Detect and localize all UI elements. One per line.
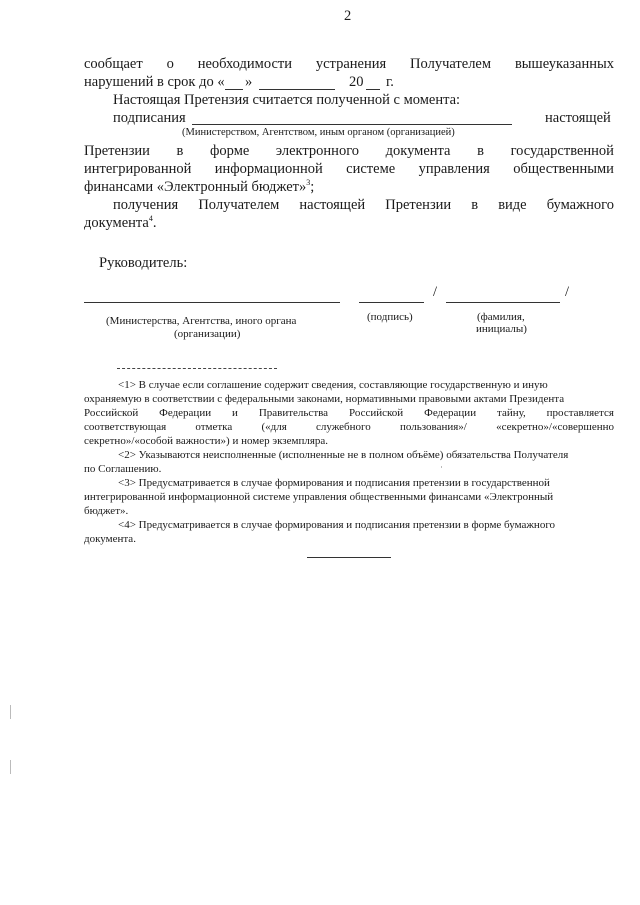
name-caption-line-2: инициалы) (476, 323, 527, 335)
punct: ; (310, 179, 315, 195)
word: Претензии (84, 143, 150, 159)
org-signature-line (84, 302, 340, 303)
word: виде (498, 197, 527, 213)
body-line-7 (84, 179, 314, 196)
slash-1: / (433, 284, 438, 300)
body-line-4-start: подписания (113, 110, 186, 126)
word: в (471, 197, 479, 213)
footnote-4-line-1: <4> Предусматривается в случае формирования и подписания претензии в форме бумажного (118, 519, 556, 531)
name-caption-line-1: (фамилия, (477, 311, 525, 323)
footnote-3-line-3: бюджет». (84, 505, 129, 517)
org-caption-line-2: (организации) (174, 328, 241, 340)
scan-speck (441, 466, 442, 468)
signer-caption: (Министерством, Агентством, иным органом (организацией) (182, 127, 455, 138)
word: в (477, 143, 484, 159)
footnote-3-line-1: <3> Предусматривается в случае формирования и подписания претензии в государственной (118, 477, 550, 489)
footnote-2-line-2: по Соглашению. (84, 463, 162, 475)
year-suffix: г. (386, 74, 394, 90)
sign-line (359, 302, 424, 303)
word: Российской (348, 407, 404, 419)
scan-speck (10, 705, 11, 719)
word: Правительства (258, 407, 329, 419)
word: системе (346, 161, 396, 177)
word: информационной (214, 161, 323, 177)
word: электронного (275, 143, 360, 159)
slash-2: / (565, 284, 570, 300)
body-line-1 (84, 56, 614, 73)
punct: . (152, 215, 157, 231)
body-line-2-start: нарушений в срок до « (84, 74, 225, 90)
footnote-1-line-1: <1> В случае если соглашение содержит сведения, составляющие государственную и иную (118, 379, 548, 391)
footnote-1-line-2: охраняемую в соответствии с федеральными законами, нормативными правовыми актами Президента (84, 393, 565, 405)
body-line-2-quote: » (245, 74, 253, 90)
footnote-ref: 4 (148, 214, 153, 224)
word: Получателем (198, 197, 280, 213)
word: Российской (84, 407, 139, 419)
footnote-1-line-5: секретно»/«особой важности») и номер экземпляра. (84, 435, 329, 447)
word: бумажного (546, 197, 614, 213)
word: управления (418, 161, 490, 177)
footnote-4-line-2: документа. (84, 533, 136, 545)
scan-speck (10, 760, 11, 774)
word: и (232, 407, 238, 419)
day-blank (225, 89, 243, 90)
word: о (166, 56, 174, 72)
body-line-5 (84, 143, 614, 160)
word: Претензии (385, 197, 452, 213)
word: устранения (315, 56, 387, 72)
body-line-8 (113, 197, 614, 214)
word: государственной (510, 143, 614, 159)
word: пользования»/ (400, 421, 467, 433)
word: интегрированной (84, 161, 192, 177)
word: общественными (513, 161, 614, 177)
word: Федерации (424, 407, 477, 419)
word: «секретно»/«совершенно (496, 421, 614, 433)
footnote-1-line-4 (84, 420, 614, 434)
footnote-ref: 3 (306, 178, 311, 188)
word: отметка (195, 421, 233, 433)
footnote-1-line-3 (84, 406, 614, 420)
word: настоящей (299, 197, 366, 213)
year-blank (366, 89, 380, 90)
month-blank (259, 89, 335, 90)
footnote-3-line-2: интегрированной информационной системе управления общественными финансами «Электронный (84, 491, 554, 503)
word: форме (210, 143, 250, 159)
end-rule (307, 557, 391, 558)
word: получения (113, 197, 179, 213)
word: Получателем (410, 56, 492, 72)
word: в (176, 143, 184, 159)
footnote-2-line-1: <2> Указываются неисполненные (исполненные не в полном объёме) обязательства Получателя (118, 449, 569, 461)
footnote-separator (117, 368, 277, 369)
word: вышеуказанных (514, 56, 614, 72)
word: служебного (315, 421, 371, 433)
word: соответствующая (84, 421, 167, 433)
org-caption-line-1: (Министерства, Агентства, иного органа (106, 315, 297, 327)
word: («для (261, 421, 287, 433)
word: необходимости (197, 56, 292, 72)
sign-caption: (подпись) (367, 311, 413, 323)
name-line (446, 302, 560, 303)
text: документа (84, 215, 149, 231)
body-line-3: Настоящая Претензия считается полученной с момента: (113, 92, 461, 108)
signer-blank (192, 124, 512, 125)
word: Федерации (159, 407, 212, 419)
year-prefix: 20 (349, 74, 364, 90)
body-line-9 (84, 215, 156, 232)
text: финансами «Электронный бюджет» (84, 179, 307, 195)
body-line-4-end: настоящей (545, 110, 611, 126)
word: сообщает (84, 56, 143, 72)
word: проставляется (546, 407, 614, 419)
body-line-6 (84, 161, 614, 178)
signature-title: Руководитель: (99, 255, 188, 271)
word: тайну, (497, 407, 526, 419)
word: документа (385, 143, 451, 159)
page-number: 2 (344, 8, 352, 24)
